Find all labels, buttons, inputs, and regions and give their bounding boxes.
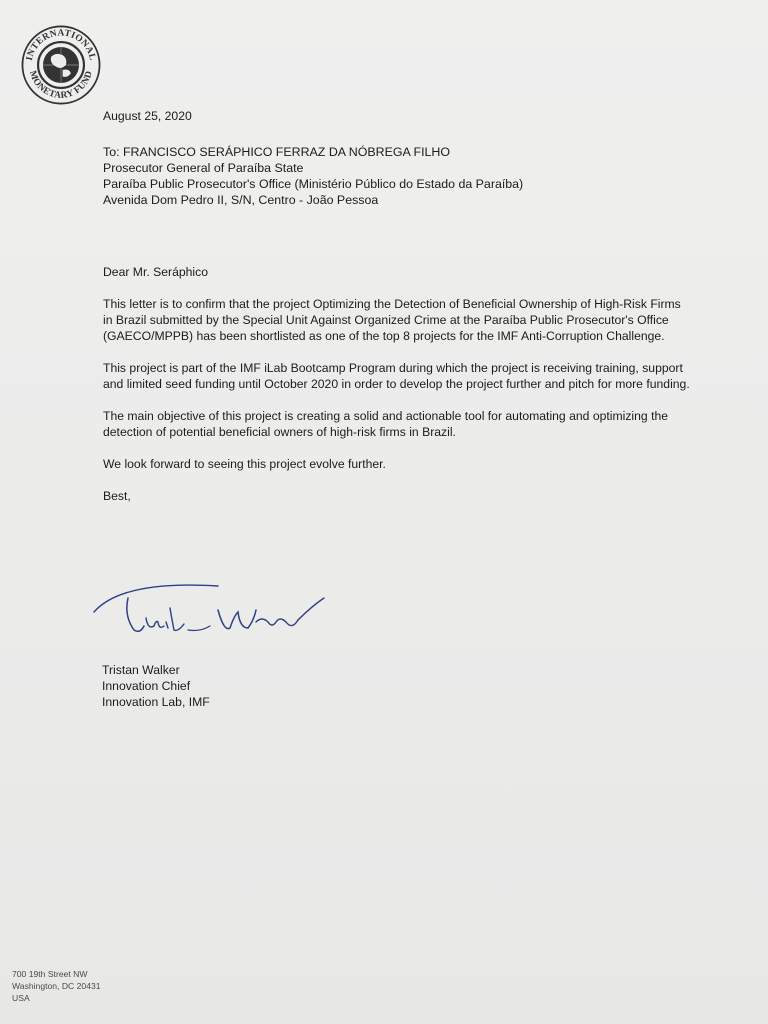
signer-name: Tristan Walker [102, 663, 180, 677]
imf-seal-icon [20, 24, 102, 106]
letter-body [103, 108, 703, 504]
recipient-office: Paraíba Public Prosecutor's Office (Ministério Público do Estado da Paraíba) [103, 177, 524, 191]
paragraph-bootcamp: This project is part of the IMF iLab Bootcamp Program during which the project is receiving training, support and limited seed funding until October 2020 in order to develop the project further and pitch for more funding. [103, 361, 690, 391]
signer-title: Innovation Chief [102, 679, 191, 693]
svg-text:INTERNATIONAL: INTERNATIONAL [24, 28, 98, 62]
recipient-title: Prosecutor General of Paraíba State [103, 161, 304, 175]
handwritten-signature [92, 582, 332, 642]
signer-organization: Innovation Lab, IMF [102, 695, 210, 709]
recipient-name: To: FRANCISCO SERÁPHICO FERRAZ DA NÓBREGA FILHO [103, 145, 450, 159]
recipient-street: Avenida Dom Pedro II, S/N, Centro - João Pessoa [103, 193, 379, 207]
letter-date: August 25, 2020 [103, 109, 192, 123]
signer-block [102, 662, 210, 710]
paragraph-confirmation: This letter is to confirm that the project Optimizing the Detection of Beneficial Ownership of High-Risk Firms in Brazil submitted by the Special Unit Against Organized Crime at the Paraíba Public Prosecutor's Office (GAECO/MPPB) has been shortlisted as one of the top 8 projects for the IMF Anti-Corruption Challenge. [103, 297, 681, 343]
salutation: Dear Mr. Seráphico [103, 265, 208, 279]
paragraph-outlook: We look forward to seeing this project evolve further. [103, 457, 386, 471]
footer-city: Washington, DC 20431 [12, 981, 101, 991]
footer-address [12, 968, 101, 1004]
closing: Best, [103, 489, 131, 503]
paragraph-objective: The main objective of this project is creating a solid and actionable tool for automating and optimizing the detection of potential beneficial owners of high-risk firms in Brazil. [103, 409, 669, 439]
footer-country: USA [12, 993, 30, 1003]
svg-text:MONETARY FUND: MONETARY FUND [27, 69, 95, 101]
footer-street: 700 19th Street NW [12, 969, 88, 979]
recipient-address [103, 144, 703, 208]
